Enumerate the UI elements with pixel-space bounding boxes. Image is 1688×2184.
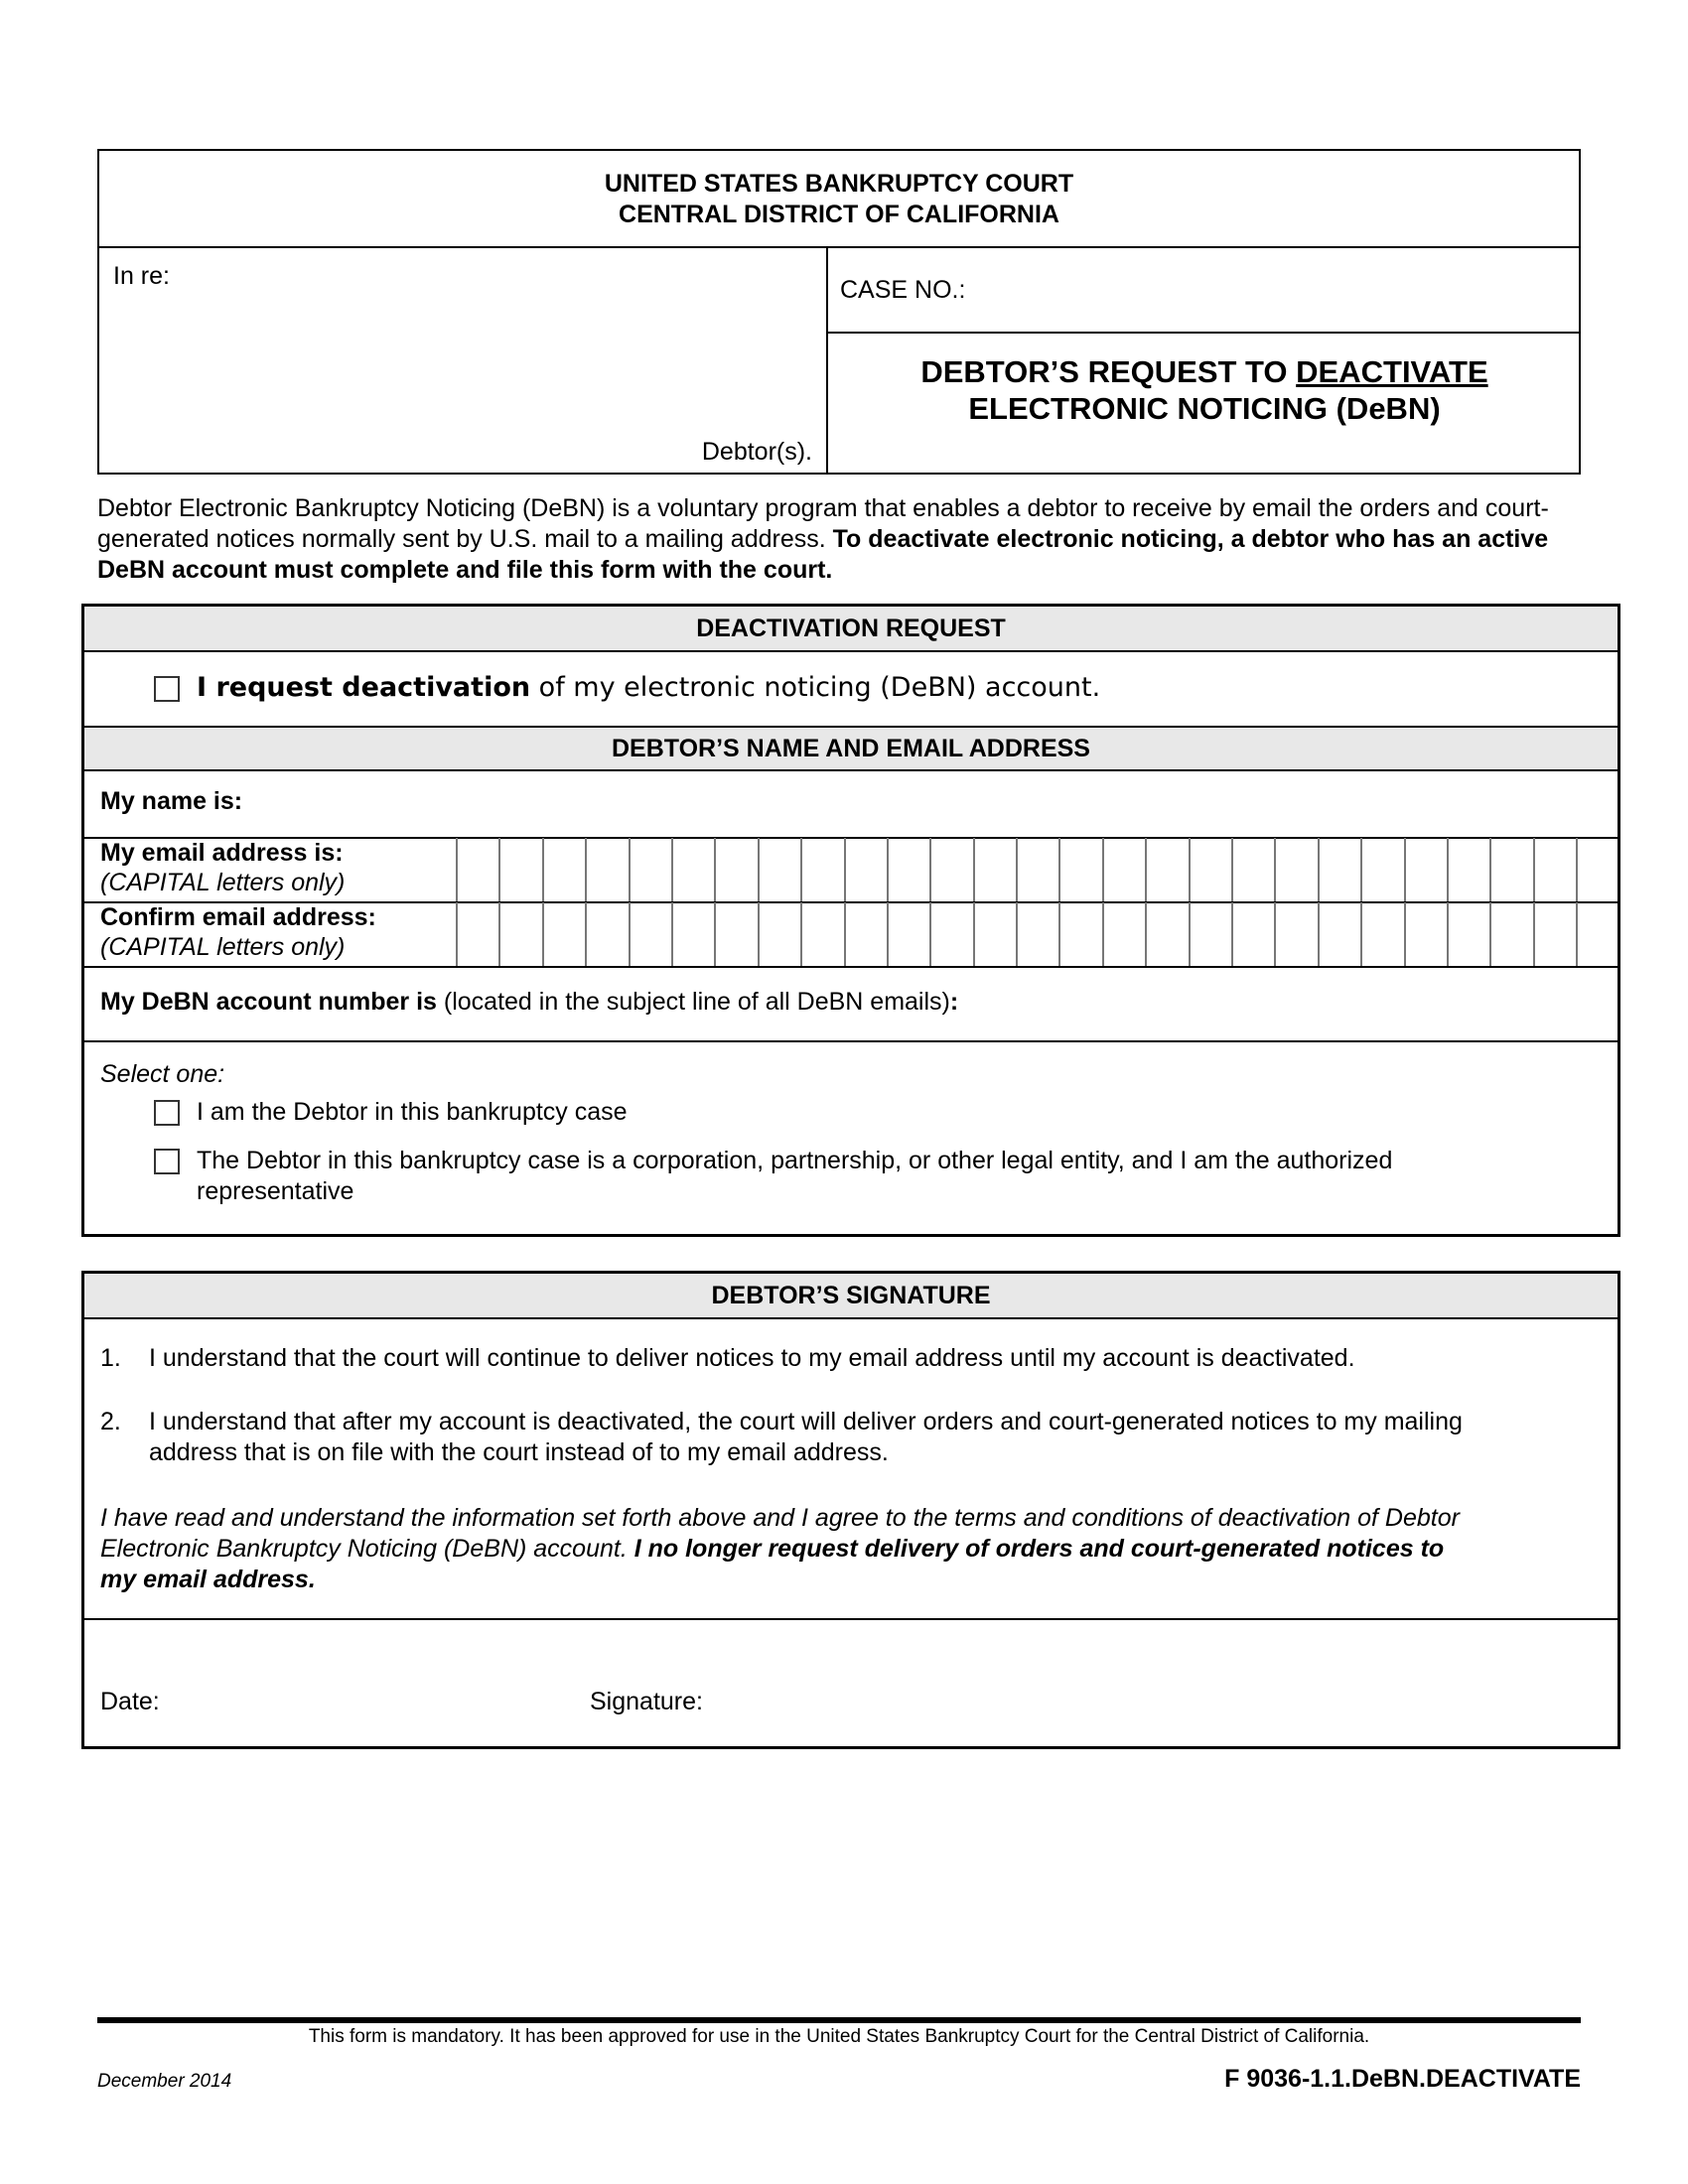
signature-heading: DEBTOR’S SIGNATURE xyxy=(84,1274,1618,1319)
account-number-colon: : xyxy=(949,988,959,1016)
item2-text-line2: address that is on file with the court instead of to my email address. xyxy=(149,1438,889,1466)
divider xyxy=(84,1040,1618,1042)
deactivation-checkbox[interactable] xyxy=(154,676,180,702)
email-note: (CAPITAL letters only) xyxy=(100,869,346,896)
select-one-label: Select one: xyxy=(100,1060,225,1088)
deactivation-section xyxy=(81,604,1620,1237)
court-name-line2: CENTRAL DISTRICT OF CALIFORNIA xyxy=(619,201,1059,228)
ack-line3: my email address. xyxy=(100,1566,316,1593)
caption-box xyxy=(97,149,1581,475)
form-title xyxy=(828,334,1581,475)
email-char-grid[interactable] xyxy=(456,838,1619,901)
court-name xyxy=(99,151,1579,248)
signature-section xyxy=(81,1271,1620,1749)
name-email-heading: DEBTOR’S NAME AND EMAIL ADDRESS xyxy=(84,728,1618,771)
signature-label: Signature: xyxy=(590,1688,703,1715)
item1-text: I understand that the court will continue to deliver notices to my email address until my account is deactivated. xyxy=(149,1344,1355,1372)
option-entity-checkbox[interactable] xyxy=(154,1149,180,1174)
deactivation-heading: DEACTIVATION REQUEST xyxy=(84,607,1618,652)
date-field[interactable] xyxy=(174,1621,571,1745)
email-label: My email address is: xyxy=(100,839,344,867)
debtors-label: Debtor(s). xyxy=(701,438,812,466)
account-number-note: (located in the subject line of all DeBN emails) xyxy=(436,988,950,1016)
option-debtor-label: I am the Debtor in this bankruptcy case xyxy=(197,1098,628,1126)
name-field[interactable] xyxy=(382,771,1614,837)
form-title-part1: DEBTOR’S REQUEST TO xyxy=(920,354,1297,389)
item1-number: 1. xyxy=(100,1344,121,1372)
confirm-email-note: (CAPITAL letters only) xyxy=(100,933,346,961)
form-title-line2: ELECTRONIC NOTICING (DeBN) xyxy=(968,391,1441,426)
deactivation-checkbox-label xyxy=(197,672,1100,703)
deactivation-bold: I request deactivation xyxy=(197,672,531,703)
item2-number: 2. xyxy=(100,1408,121,1435)
in-re-label: In re: xyxy=(113,262,170,290)
confirm-email-char-grid[interactable] xyxy=(456,902,1619,966)
deactivation-rest: of my electronic noticing (DeBN) account. xyxy=(530,672,1101,703)
account-number-label xyxy=(100,987,958,1018)
footer-date: December 2014 xyxy=(97,2071,232,2092)
intro-bold-text: To deactivate electronic noticing, a debtor who has an active DeBN account must complete and file this form with the court. xyxy=(97,525,1549,584)
account-number-bold: My DeBN account number is xyxy=(100,988,437,1016)
divider xyxy=(84,1618,1618,1620)
intro-text: Debtor Electronic Bankruptcy Noticing (DeBN) is a voluntary program that enables a debtor to receive by email the orders and court-generated notices normally sent by U.S. mail to a mailing address. xyxy=(97,494,1549,553)
case-number-label: CASE NO.: xyxy=(840,276,966,304)
option-entity-label-line1: The Debtor in this bankruptcy case is a corporation, partnership, or other legal entity, and I am the authorized xyxy=(197,1147,1393,1174)
confirm-email-label: Confirm email address: xyxy=(100,903,376,931)
ack-line2-plain: Electronic Bankruptcy Noticing (DeBN) account. xyxy=(100,1535,634,1563)
form-title-deactivate: DEACTIVATE xyxy=(1296,354,1488,389)
footer-mandatory: This form is mandatory. It has been approved for use in the United States Bankruptcy Court for the Central District of California. xyxy=(308,2026,1370,2047)
date-label: Date: xyxy=(100,1688,160,1715)
ack-line2 xyxy=(100,1534,1444,1565)
footer-rule xyxy=(97,2017,1581,2023)
court-name-line1: UNITED STATES BANKRUPTCY COURT xyxy=(604,170,1074,198)
form-number: F 9036-1.1.DeBN.DEACTIVATE xyxy=(1224,2065,1581,2093)
intro-paragraph xyxy=(97,493,1587,586)
ack-line2-bold: I no longer request delivery of orders and court-generated notices to xyxy=(633,1535,1445,1563)
name-label: My name is: xyxy=(100,787,243,815)
option-debtor-checkbox[interactable] xyxy=(154,1100,180,1126)
case-number-field[interactable] xyxy=(828,248,1581,334)
ack-line1: I have read and understand the information set forth above and I agree to the terms and conditions of deactivation of Debtor xyxy=(100,1504,1460,1532)
in-re-field[interactable] xyxy=(99,248,828,475)
option-entity-label-line2: representative xyxy=(197,1177,354,1205)
divider xyxy=(84,966,1618,968)
item2-text-line1: I understand that after my account is deactivated, the court will deliver orders and court-generated notices to my mailing xyxy=(149,1408,1463,1435)
signature-field[interactable] xyxy=(720,1621,1614,1745)
